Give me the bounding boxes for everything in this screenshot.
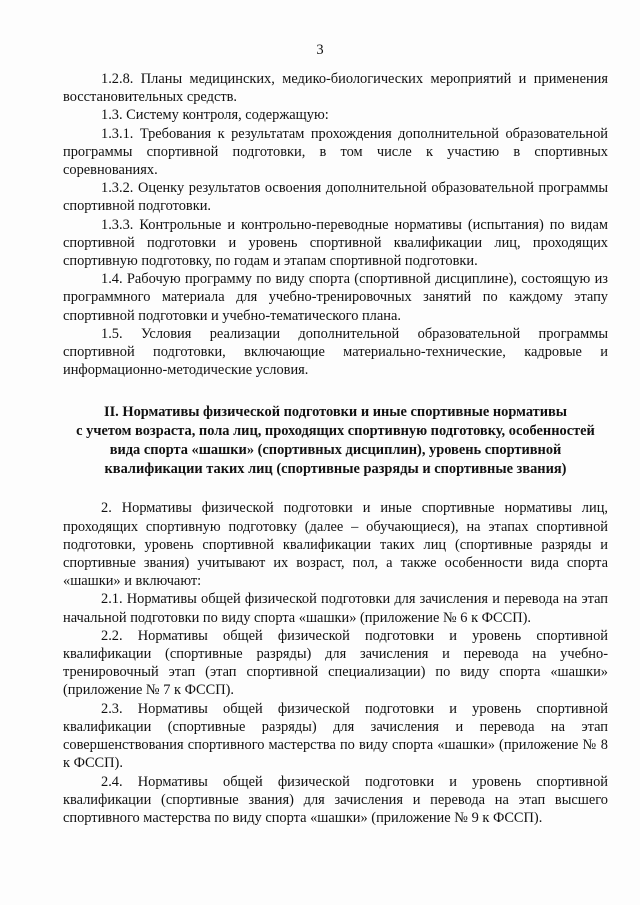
paragraph-1-2-8: 1.2.8. Планы медицинских, медико-биологических мероприятий и применения восстановительных средств. (63, 71, 608, 106)
spacer (63, 479, 608, 499)
paragraph-2-1: 2.1. Нормативы общей физической подготовки для зачисления и перевода на этап начальной подготовки по виду спорта «шашки» (приложение № 6 к ФССП). (63, 591, 608, 626)
paragraph-2-4: 2.4. Нормативы общей физической подготовки и уровень спортивной квалификации (спортивные звания) для зачисления и перевода на этап высшего спортивного мастерства по виду спорта «шашки» (приложение № 9 к ФССП). (63, 773, 608, 826)
paragraph-1-3-3: 1.3.3. Контрольные и контрольно-переводные нормативы (испытания) по видам спортивной подготовки и уровень спортивной квалификации лиц, проходящих спортивную подготовку, по годам и этапам спортивной подготовки. (63, 216, 608, 270)
section-heading-line: II. Нормативы физической подготовки и иные спортивные нормативы (103, 404, 568, 421)
paragraph-1-3: 1.3. Систему контроля, содержащую: (101, 107, 329, 124)
paragraph-2-2: 2.2. Нормативы общей физической подготовки и уровень спортивной квалификации (спортивные разряды) для зачисления и перевода на учебно-тренировочный этап (этап спортивной специализации) по виду спорта «шашки» (приложение № 7 к ФССП). (63, 627, 608, 699)
section-heading-line: вида спорта «шашки» (спортивных дисциплин), уровень спортивной (109, 442, 562, 459)
section-heading-line: с учетом возраста, пола лиц, проходящих спортивную подготовку, особенностей (76, 423, 595, 440)
paragraph-1-3-2: 1.3.2. Оценку результатов освоения дополнительной образовательной программы спортивной подготовки. (63, 180, 608, 215)
paragraph-2: 2. Нормативы физической подготовки и иные спортивные нормативы лиц, проходящих спортивную подготовку (далее – обучающиеся), на этапах спортивной подготовки, уровень спортивной квалификации таких лиц (спортивные разряды и спортивные звания) учитывают их возраст, пол, а также особенности вида спорта «шашки» и включают: (63, 500, 608, 590)
paragraph-1-4: 1.4. Рабочую программу по виду спорта (спортивной дисциплине), состоящую из программного материала для учебно-тренировочных занятий по каждому этапу спортивной подготовки и учебно-тематического плана. (63, 271, 608, 324)
paragraph-1-5: 1.5. Условия реализации дополнительной образовательной программы спортивной подготовки, включающие материально-технические, кадровые и информационно-методические условия. (63, 325, 608, 379)
paragraph-1-3-1: 1.3.1. Требования к результатам прохождения дополнительной образовательной программы спортивной подготовки, в том числе к участию в спортивных соревнованиях. (63, 125, 608, 179)
page-number: 3 (316, 42, 324, 58)
document-body (63, 70, 608, 827)
section-heading (63, 403, 608, 479)
paragraph-2-3: 2.3. Нормативы общей физической подготовки и уровень спортивной квалификации (спортивные разряды) для зачисления и перевода на этап совершенствования спортивного мастерства по виду спорта «шашки» (приложение № 8 к ФССП). (63, 700, 608, 772)
section-heading-line: квалификации таких лиц (спортивные разряды и спортивные звания) (104, 461, 567, 478)
